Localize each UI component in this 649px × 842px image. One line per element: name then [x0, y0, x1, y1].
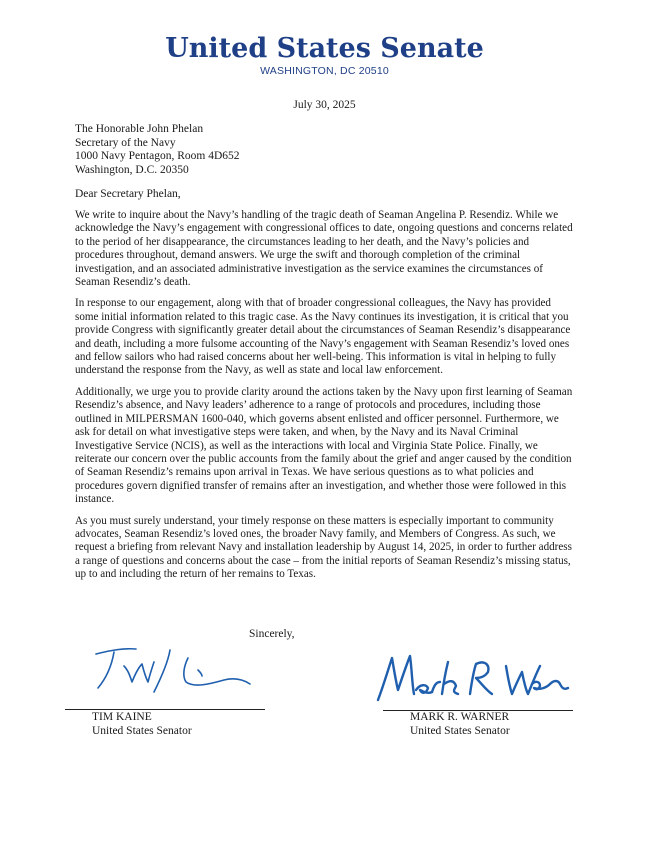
signatory-warner-name: MARK R. WARNER: [410, 711, 510, 723]
recipient-title: Secretary of the Navy: [75, 136, 176, 149]
recipient-address: [75, 123, 240, 177]
paragraph-1: We write to inquire about the Navy’s handling of the tragic death of Seaman Angelina P. Resendiz. While we acknowledge the Navy’s engagement with congressional offices to date, ongoing questions and concerns related to the period of her disappearance, the circumstances leading to her death, and the Navy’s policies and procedures throughout, demand answers. We urge the swift and thorough completion of the criminal investigation, and an associated administrative investigation as the service examines the circumstances of Seaman Resendiz’s death.: [75, 209, 573, 289]
signatory-kaine: [92, 710, 192, 738]
letterhead-location: WASHINGTON, DC 20510: [260, 65, 389, 77]
signatory-warner: [410, 710, 510, 738]
closing: Sincerely,: [249, 628, 295, 640]
letter-date: July 30, 2025: [293, 99, 356, 111]
letter-body: [75, 209, 575, 590]
warner-signature: [372, 650, 572, 710]
recipient-city: Washington, D.C. 20350: [75, 163, 189, 176]
paragraph-3: Additionally, we urge you to provide clarity around the actions taken by the Navy upon first learning of Seaman Resendiz’s absence, and Navy leaders’ adherence to a range of protocols and procedures, including those outlined in MILPERSMAN 1600-040, which governs absent enlisted and officer personnel. Furthermore, we ask for detail on what investigative steps were taken, and when, by the Navy and its Naval Criminal Investigative Service (NCIS), as well as the interactions with local and Virginia State Police. Finally, we reiterate our concern over the public accounts from the family about the grief and anger caused by the condition of Seaman Resendiz’s remains upon arrival in Texas. We have serious questions as to what policies and procedures govern dignified transfer of remains after an investigation, and whether those were followed in this instance.: [75, 385, 573, 506]
letterhead: [0, 34, 649, 77]
signatory-kaine-title: United States Senator: [92, 725, 192, 737]
letterhead-title: United States Senate: [165, 33, 484, 64]
recipient-street: 1000 Navy Pentagon, Room 4D652: [75, 150, 240, 162]
paragraph-4: As you must surely understand, your timely response on these matters is especially important to community advocates, Seaman Resendiz’s loved ones, the broader Navy family, and Members of Congress. As such, we request a briefing from relevant Navy and installation leadership by August 14, 2025, in order to further address a range of questions and concerns about the case – from the initial reports of Seaman Resendiz’s missing status, up to and including the return of her remains to Texas.: [75, 514, 572, 581]
recipient-name: The Honorable John Phelan: [75, 123, 204, 135]
paragraph-2: In response to our engagement, along with that of broader congressional colleagues, the Navy has provided some initial information related to this tragic case. As the Navy continues its investigation, it is critical that you provide Congress with significantly greater detail about the circumstances of Seaman Resendiz’s disappearance and death, including a more fulsome accounting of the Navy’s engagement with Seaman Resendiz’s loved ones and fellow sailors who had raised concerns about her well-being. This information is vital in helping to fully understand the response from the Navy, as well as state and local law enforcement.: [75, 297, 571, 377]
kaine-signature: [90, 640, 260, 702]
signatory-kaine-name: TIM KAINE: [92, 711, 152, 723]
signatory-warner-title: United States Senator: [410, 725, 510, 737]
salutation: Dear Secretary Phelan,: [75, 188, 181, 200]
